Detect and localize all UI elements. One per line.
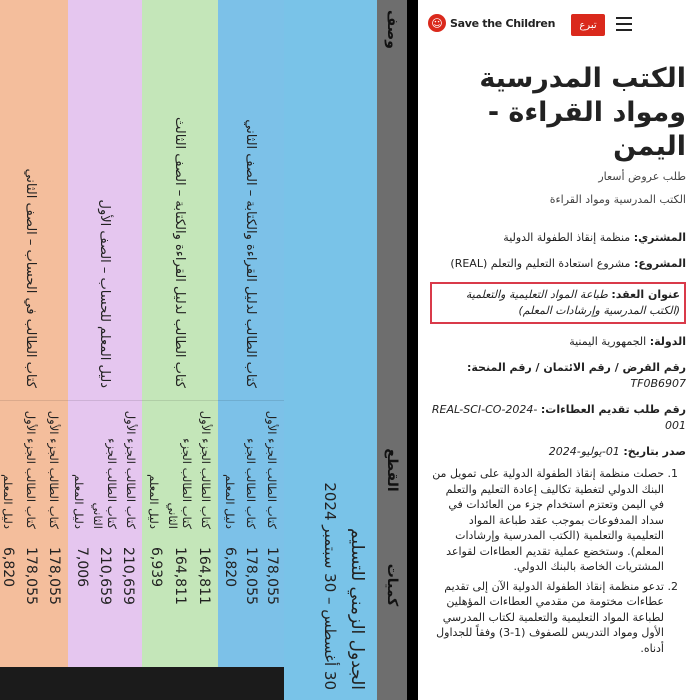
buyer-field bbox=[430, 230, 686, 246]
row-items bbox=[218, 400, 284, 537]
row-quantities bbox=[142, 537, 218, 667]
item-name: كتاب الطالب الجزء الأول bbox=[24, 410, 39, 529]
country-value: الجمهورية اليمنية bbox=[569, 335, 647, 348]
quantity-value: 6,820 bbox=[0, 547, 16, 588]
row-description: كتاب الطالب لدليل القراءة والكتابة – الصف الثالث bbox=[172, 116, 188, 388]
list-item: 1. حصلت منظمة إنقاذ الطفولة الدولية على تمويل من البنك الدولي لتغطية تكاليف إعادة التعليم والتعلم في اليمن وتعتزم استخدام جزء من العائدات في سداد المدفوعات بموجب عقد طباعة المواد التعليمية والتعلمية (الكتب المدرسية وإرشادات المعلم). وستخضع عملية تقديم العطاءات لقواعد المشتريات الخاصة بالبنك الدولي. bbox=[430, 466, 664, 575]
quantity-value: 178,055 bbox=[263, 547, 280, 605]
item-name: دليل المعلم bbox=[223, 474, 238, 529]
desc-column-header: وصف bbox=[384, 10, 400, 49]
rfb-value: REAL-SCI-CO-2024-001 bbox=[431, 403, 686, 432]
quantity-value: 164,811 bbox=[172, 547, 188, 605]
table-row bbox=[68, 0, 142, 700]
buyer-label: المشتري: bbox=[633, 231, 686, 244]
row-quantities bbox=[0, 537, 68, 667]
row-items bbox=[142, 400, 218, 537]
page-category: الكتب المدرسية ومواد القراءة bbox=[549, 193, 686, 206]
table-header bbox=[377, 0, 407, 700]
top-bar bbox=[418, 0, 700, 50]
instructions-list bbox=[430, 466, 686, 656]
contract-value: طباعة المواد التعليمية والتعلمية (الكتب المدرسية وإرشادات المعلم) bbox=[465, 288, 680, 317]
schedule-date: 30 أغسطس – 30 سبتمبر 2024 bbox=[321, 482, 339, 690]
quantity-value: 6,820 bbox=[222, 547, 239, 588]
quantity-value: 7,006 bbox=[73, 547, 90, 588]
loan-value: TF0B6907 bbox=[630, 377, 686, 390]
row-quantities bbox=[68, 537, 142, 667]
row-items bbox=[0, 400, 68, 537]
item-name: كتاب الطالب الجزء الأول bbox=[47, 410, 62, 529]
hamburger-menu-icon[interactable] bbox=[616, 17, 632, 31]
contract-label: عنوان العقد: bbox=[611, 288, 680, 301]
item-name: كتاب الطالب الجزء bbox=[244, 438, 259, 529]
quantity-value: 178,055 bbox=[243, 547, 260, 605]
project-field bbox=[430, 256, 686, 272]
issued-label: صدر بتاريخ: bbox=[623, 445, 686, 458]
items-column-header: القطع bbox=[384, 448, 400, 492]
row-quantities bbox=[218, 537, 284, 667]
project-value: مشروع استعادة التعليم والتعلم (REAL) bbox=[450, 257, 631, 270]
row-description: دليل المعلم للحساب – الصف الأول bbox=[97, 199, 113, 388]
item-name: كتاب الطالب الجزء الأول bbox=[123, 410, 138, 529]
quantity-value: 178,055 bbox=[23, 547, 40, 605]
item-name: دليل المعلم bbox=[146, 474, 161, 529]
item-name: كتاب الطالب الجزء الأول bbox=[264, 410, 279, 529]
item-name: كتاب الطالب الجزء الثاني bbox=[91, 438, 120, 529]
empty-cell bbox=[218, 667, 284, 700]
row-items bbox=[68, 400, 142, 537]
page-subtitle: طلب عروض أسعار bbox=[598, 170, 686, 183]
table-body bbox=[0, 0, 284, 700]
issued-value: 01-يوليو-2024 bbox=[548, 445, 620, 458]
quantity-value: 178,055 bbox=[46, 547, 63, 605]
quantity-value: 164,811 bbox=[196, 547, 212, 605]
loan-label: رقم القرض / رقم الائتمان / رقم المنحة: bbox=[466, 361, 686, 374]
item-name: كتاب الطالب الجزء الأول bbox=[199, 410, 214, 529]
empty-cell bbox=[68, 667, 142, 700]
table-row bbox=[0, 0, 68, 700]
site-logo[interactable] bbox=[428, 14, 555, 32]
quantity-value: 6,939 bbox=[148, 547, 164, 588]
schedule-band bbox=[284, 0, 377, 700]
buyer-value: منظمة إنقاذ الطفولة الدولية bbox=[503, 231, 631, 244]
quantity-value: 210,659 bbox=[97, 547, 114, 605]
page-title: الكتب المدرسية ومواد القراءة - اليمن bbox=[479, 63, 686, 162]
project-label: المشروع: bbox=[633, 257, 686, 270]
issued-field bbox=[430, 444, 686, 460]
item-name: دليل المعلم bbox=[0, 474, 15, 529]
contract-title-highlight bbox=[430, 282, 686, 324]
country-label: الدولة: bbox=[649, 335, 686, 348]
empty-cell bbox=[0, 667, 68, 700]
table-row bbox=[218, 0, 284, 700]
list-item: 2. تدعو منظمة إنقاذ الطفولة الدولية الآن إلى تقديم عطاءات مختومة من مقدمي العطاءات المؤهلين لطباعة المواد التعليمية والتعلمية لكتاب المدرسي الأول ومواد التدريس للصفوف (1-3) وفقاً للجداول أدناه. bbox=[430, 579, 664, 657]
item-name: دليل المعلم bbox=[72, 474, 87, 529]
rfb-field bbox=[430, 402, 686, 434]
row-description: كتاب الطالب في الحساب – الصف الثاني bbox=[23, 168, 39, 388]
table-row bbox=[142, 0, 218, 700]
loan-field bbox=[430, 360, 686, 392]
logo-text: Save the Children bbox=[450, 16, 556, 30]
country-field bbox=[430, 334, 686, 350]
rfb-label: رقم طلب تقديم العطاءات: bbox=[540, 403, 686, 416]
qty-column-header: كميات bbox=[384, 563, 400, 607]
tender-page bbox=[418, 0, 700, 700]
item-name: كتاب الطالب الجزء الثاني bbox=[166, 438, 195, 529]
quantity-value: 210,659 bbox=[120, 547, 137, 605]
child-logo-icon: ☺ bbox=[428, 14, 446, 32]
donate-button[interactable]: تبرع bbox=[571, 14, 605, 36]
empty-cell bbox=[142, 667, 218, 700]
schedule-title: الجدول الزمني للتسليم bbox=[347, 527, 367, 690]
row-description: كتاب الطالب لدليل القراءة والكتابة – الصف الثاني bbox=[243, 119, 259, 388]
